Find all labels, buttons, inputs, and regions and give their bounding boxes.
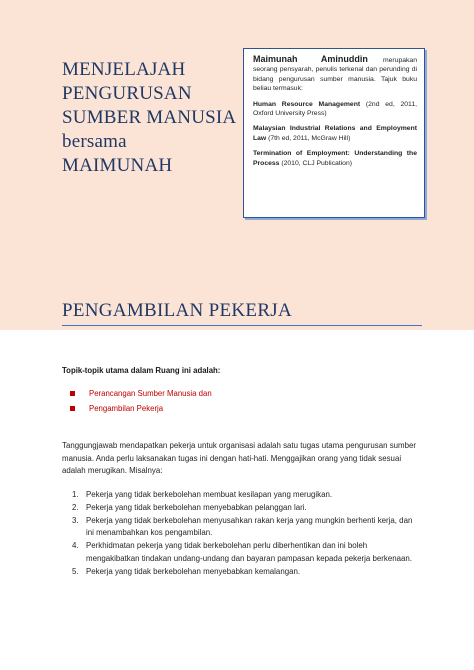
list-text: Pekerja yang tidak berkebolehan menyebabkan pelanggan lari. — [86, 502, 307, 512]
list-number: 3. — [72, 515, 79, 525]
topic-label: Perancangan Sumber Manusia dan — [89, 389, 212, 398]
author-info-box — [243, 48, 425, 218]
book-detail: (2010, CLJ Publication) — [279, 159, 352, 167]
list-text: Pekerja yang tidak berkebolehan menyebabkan kemalangan. — [86, 566, 301, 576]
book-title: Termination of Employment: Understanding the Process — [253, 150, 417, 167]
author-intro-text: merupakan seorang pensyarah, penulis terkenal dan perunding di bidang pengurusan sumber manusia. Tajuk buku beliau termasuk: — [253, 57, 417, 93]
list-text: Pekerja yang tidak berkebolehan menyusahkan rakan kerja yang mungkin berhenti kerja, dan ini menambahkan kos pengambilan. — [86, 515, 413, 538]
book-title: Malaysian Industrial Relations and Employment Law — [253, 125, 417, 142]
book-entry — [253, 100, 417, 119]
topic-item — [70, 401, 212, 416]
list-number: 5. — [72, 566, 79, 576]
list-number: 1. — [72, 490, 79, 499]
author-intro-paragraph — [253, 55, 417, 94]
book-detail: (2nd ed, 2011, Oxford University Press) — [253, 100, 417, 118]
topics-intro: Topik-topik utama dalam Ruang ini adalah: — [62, 366, 221, 375]
list-item — [72, 540, 417, 566]
book-title: Human Resource Management — [253, 100, 361, 108]
title-line: SUMBER MANUSIA — [62, 107, 237, 128]
body-paragraph: Tanggungjawab mendapatkan pekerja untuk organisasi adalah satu tugas utama pengurusan sumber manusia. Anda perlu laksanakan tugas ini dengan hati-hati. Menggajikan orang yang tidak sesuai adalah merugikan. Misalnya: — [62, 441, 417, 475]
book-entry — [253, 149, 417, 168]
list-number: 4. — [72, 541, 79, 551]
list-item — [72, 515, 417, 541]
list-item — [72, 566, 417, 579]
topic-label: Pengambilan Pekerja — [89, 404, 164, 413]
title-line: PENGURUSAN — [62, 83, 192, 104]
square-bullet-icon — [70, 406, 75, 411]
list-number: 2. — [72, 502, 79, 512]
title-line: MAIMUNAH — [62, 155, 173, 176]
document-title — [62, 58, 242, 178]
list-text: Perkhidmatan pekerja yang tidak berkebolehan perlu diberhentikan dan ini boleh mengakibatkan tindakan undang-undang dan bayaran pampasan kepada pekerja berkenaan. — [86, 541, 412, 563]
square-bullet-icon — [70, 391, 75, 396]
list-item — [72, 502, 417, 515]
book-detail: (7th ed, 2011, McGraw Hill) — [266, 134, 351, 142]
title-line: MENJELAJAH — [62, 59, 186, 80]
numbered-list — [72, 489, 417, 579]
section-divider — [62, 325, 422, 326]
title-line: bersama — [62, 131, 127, 152]
topics-list — [70, 386, 212, 416]
topic-item — [70, 386, 212, 401]
author-name: Maimunah Aminuddin — [253, 54, 368, 64]
book-entry — [253, 124, 417, 143]
section-title: PENGAMBILAN PEKERJA — [62, 300, 293, 321]
list-item — [72, 489, 417, 502]
list-text: Pekerja yang tidak berkebolehan membuat kesilapan yang merugikan. — [86, 490, 333, 499]
